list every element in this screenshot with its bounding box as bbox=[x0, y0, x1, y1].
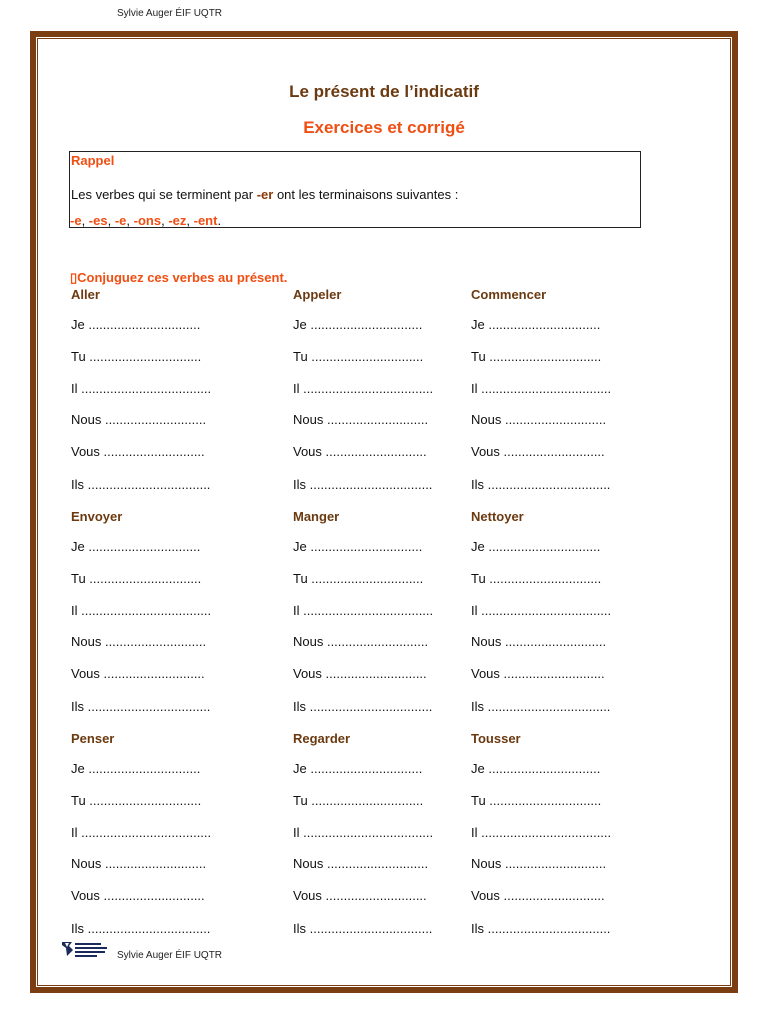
conjugation-line: Vous ............................ bbox=[471, 666, 605, 681]
conjugation-line: Ils .................................. bbox=[71, 699, 211, 714]
verb-name: Nettoyer bbox=[471, 509, 524, 524]
conjugation-line: Ils .................................. bbox=[71, 477, 211, 492]
ending-item: -ons bbox=[133, 213, 162, 228]
conjugation-line: Je ............................... bbox=[71, 539, 201, 554]
conjugation-line: Nous ............................ bbox=[471, 856, 607, 871]
conjugation-line: Vous ............................ bbox=[471, 888, 605, 903]
rappel-text bbox=[71, 187, 458, 202]
conjugation-line: Nous ............................ bbox=[293, 856, 429, 871]
conjugation-line: Vous ............................ bbox=[71, 444, 205, 459]
conjugation-line: Tu ............................... bbox=[471, 349, 602, 364]
rappel-text-after: ont les terminaisons suivantes : bbox=[273, 187, 459, 202]
conjugation-line: Nous ............................ bbox=[71, 634, 207, 649]
conjugation-line: Il .................................... bbox=[293, 603, 434, 618]
conjugation-line: Nous ............................ bbox=[293, 634, 429, 649]
conjugation-line: Nous ............................ bbox=[471, 412, 607, 427]
conjugation-line: Nous ............................ bbox=[471, 634, 607, 649]
rappel-endings: -e, -es, -e, -ons, -ez, -ent. bbox=[70, 213, 222, 228]
page-subtitle: Exercices et corrigé bbox=[303, 118, 465, 137]
instruction-text: Conjuguez ces verbes au présent. bbox=[77, 270, 288, 285]
page-title: Le présent de l’indicatif bbox=[289, 82, 479, 101]
conjugation-line: Tu ............................... bbox=[293, 793, 424, 808]
ending-item: -es bbox=[88, 213, 108, 228]
verb-name: Penser bbox=[71, 731, 115, 746]
conjugation-line: Tu ............................... bbox=[471, 793, 602, 808]
conjugation-line: Nous ............................ bbox=[293, 412, 429, 427]
conjugation-line: Ils .................................. bbox=[293, 921, 433, 936]
verb-name: Regarder bbox=[293, 731, 351, 746]
ending-item: -e bbox=[114, 213, 127, 228]
conjugation-line: Ils .................................. bbox=[471, 477, 611, 492]
conjugation-line: Vous ............................ bbox=[293, 444, 427, 459]
rappel-text-highlight: -er bbox=[256, 187, 274, 202]
conjugation-line: Nous ............................ bbox=[71, 412, 207, 427]
verb-name: Envoyer bbox=[71, 509, 123, 524]
exercise-instruction bbox=[70, 270, 287, 286]
conjugation-line: Tu ............................... bbox=[293, 571, 424, 586]
conjugation-line: Il .................................... bbox=[471, 825, 612, 840]
conjugation-line: Il .................................... bbox=[293, 381, 434, 396]
header-author: Sylvie Auger ÉIF UQTR bbox=[117, 8, 223, 19]
ending-item: -e bbox=[70, 213, 82, 228]
verb-name: Manger bbox=[293, 509, 340, 524]
conjugation-line: Ils .................................. bbox=[471, 699, 611, 714]
conjugation-line: Vous ............................ bbox=[293, 666, 427, 681]
conjugation-line: Vous ............................ bbox=[71, 888, 205, 903]
rappel-box bbox=[69, 151, 641, 228]
conjugation-line: Je ............................... bbox=[471, 317, 601, 332]
conjugation-line: Tu ............................... bbox=[471, 571, 602, 586]
conjugation-line: Ils .................................. bbox=[71, 921, 211, 936]
conjugation-line: Vous ............................ bbox=[471, 444, 605, 459]
footer-author: Sylvie Auger ÉIF UQTR bbox=[117, 950, 223, 961]
conjugation-line: Vous ............................ bbox=[71, 666, 205, 681]
conjugation-line: Ils .................................. bbox=[293, 699, 433, 714]
conjugation-line: Je ............................... bbox=[471, 539, 601, 554]
conjugation-line: Il .................................... bbox=[471, 381, 612, 396]
conjugation-line: Nous ............................ bbox=[71, 856, 207, 871]
conjugation-line: Je ............................... bbox=[71, 761, 201, 776]
conjugation-line: Je ............................... bbox=[71, 317, 201, 332]
conjugation-line: Ils .................................. bbox=[471, 921, 611, 936]
conjugation-line: Tu ............................... bbox=[293, 349, 424, 364]
conjugation-line: Ils .................................. bbox=[293, 477, 433, 492]
conjugation-line: Tu ............................... bbox=[71, 793, 202, 808]
conjugation-line: Je ............................... bbox=[471, 761, 601, 776]
conjugation-line: Je ............................... bbox=[293, 539, 423, 554]
missing-glyph-icon: ▯ bbox=[70, 270, 78, 285]
conjugation-line: Il .................................... bbox=[293, 825, 434, 840]
verb-name: Commencer bbox=[471, 287, 547, 302]
conjugation-line: Il .................................... bbox=[71, 603, 212, 618]
rappel-title: Rappel bbox=[71, 153, 115, 168]
conjugation-line: Vous ............................ bbox=[293, 888, 427, 903]
verb-name: Appeler bbox=[293, 287, 342, 302]
verb-name: Tousser bbox=[471, 731, 521, 746]
conjugation-line: Il .................................... bbox=[71, 381, 212, 396]
ending-item: -ez bbox=[168, 213, 187, 228]
conjugation-line: Je ............................... bbox=[293, 761, 423, 776]
verb-name: Aller bbox=[71, 287, 100, 302]
conjugation-line: Il .................................... bbox=[471, 603, 612, 618]
conjugation-line: Tu ............................... bbox=[71, 571, 202, 586]
ending-item: -ent bbox=[193, 213, 218, 228]
conjugation-line: Tu ............................... bbox=[71, 349, 202, 364]
conjugation-line: Je ............................... bbox=[293, 317, 423, 332]
rappel-text-before: Les verbes qui se terminent par bbox=[71, 187, 257, 202]
conjugation-line: Il .................................... bbox=[71, 825, 212, 840]
school-logo-icon bbox=[61, 940, 111, 958]
